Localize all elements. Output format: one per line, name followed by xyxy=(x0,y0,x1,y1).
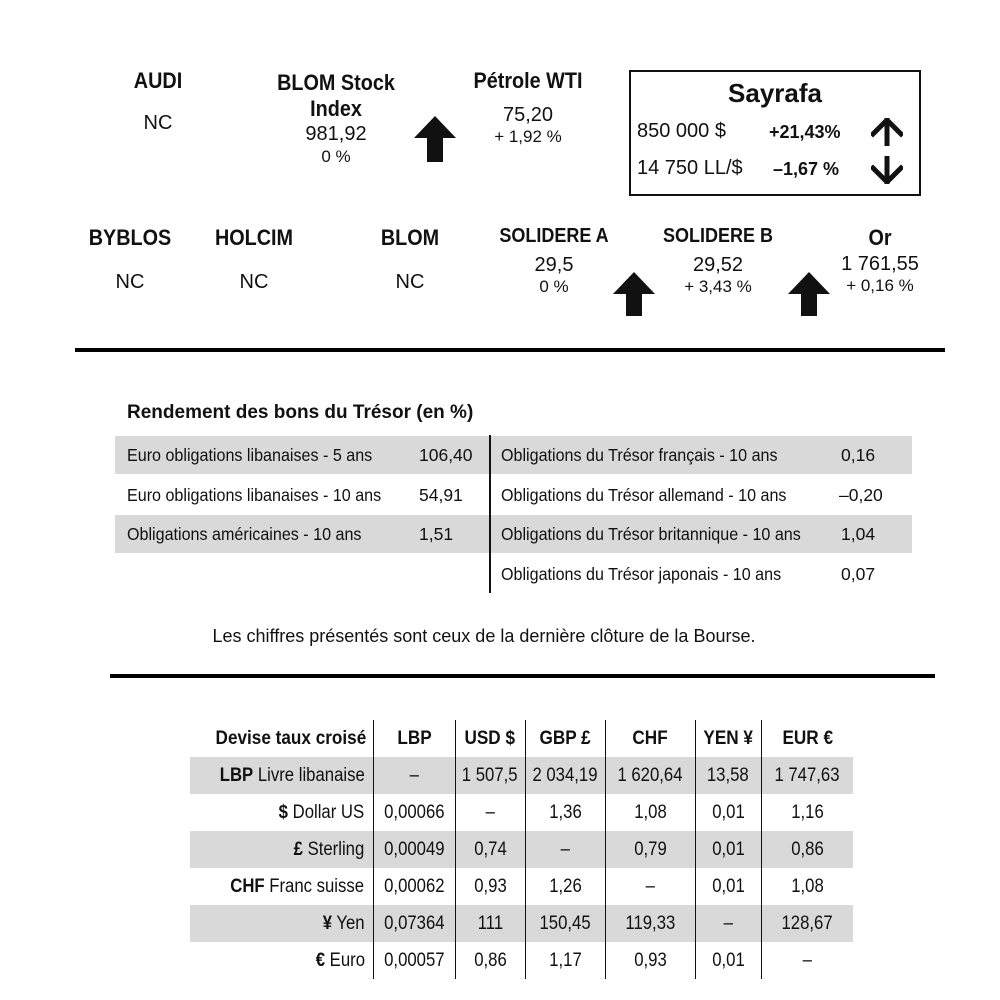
sayrafa-change-lbp: –1,67 % xyxy=(773,159,840,179)
currency-row-chf xyxy=(190,868,853,905)
header-cell: EUR € xyxy=(761,720,853,757)
rate-cell: – xyxy=(373,757,455,794)
currency-label: ¥ Yen xyxy=(190,905,373,942)
treasury-label: Obligations du Trésor français - 10 ans xyxy=(501,445,778,465)
ticker-value: 981,92 xyxy=(305,123,367,145)
rate-cell: 0,00066 xyxy=(373,794,455,831)
treasury-label: Obligations du Trésor japonais - 10 ans xyxy=(501,564,782,584)
currency-label: $ Dollar US xyxy=(278,801,365,823)
currency-header-row xyxy=(190,720,853,757)
ticker-name: Or xyxy=(868,225,892,250)
rate-cell: 1 507,5 xyxy=(455,757,525,794)
rate-cell: 0,01 xyxy=(695,868,761,905)
rate-cell: – xyxy=(605,868,695,905)
rate-cell: 0,93 xyxy=(605,942,695,979)
ticker-change: 0 % xyxy=(321,147,351,166)
treasury-value: 1,04 xyxy=(841,524,876,544)
ticker-value: 29,52 xyxy=(692,254,744,276)
treasury-title: Rendement des bons du Trésor (en %) xyxy=(127,402,474,423)
treasury-value: 54,91 xyxy=(419,485,463,505)
rate-cell: 0,07364 xyxy=(373,905,455,942)
ticker-blom xyxy=(350,225,470,294)
rate-cell: 0,00062 xyxy=(373,868,455,905)
header-cell: Devise taux croisé xyxy=(215,727,367,749)
ticker-holcim xyxy=(194,225,314,294)
ticker-change: + 3,43 % xyxy=(684,277,752,296)
rate-cell: – xyxy=(761,942,853,979)
currency-row-gbp xyxy=(190,831,853,868)
treasury-value: 106,40 xyxy=(419,445,473,465)
rate-cell: 128,67 xyxy=(761,905,853,942)
ticker-name: Pétrole WTI xyxy=(473,68,583,93)
sayrafa-title: Sayrafa xyxy=(728,78,822,108)
ticker-blom-stock-index xyxy=(256,68,416,168)
currency-row-usd xyxy=(190,794,853,831)
treasury-row xyxy=(491,436,912,474)
section-divider xyxy=(75,348,945,352)
header-cell: CHF xyxy=(605,720,695,757)
rate-cell: 1,36 xyxy=(525,794,605,831)
rate-cell: 119,33 xyxy=(605,905,695,942)
rate-cell: 0,00057 xyxy=(373,942,455,979)
rate-cell: – xyxy=(455,794,525,831)
currency-row-eur xyxy=(190,942,853,979)
sayrafa-rate-lbp: 14 750 LL/$ xyxy=(637,157,743,179)
column-divider xyxy=(489,435,491,593)
treasury-label: Euro obligations libanaises - 5 ans xyxy=(127,445,373,465)
ticker-petrole-wti xyxy=(448,68,608,147)
rate-cell: 1 620,64 xyxy=(605,757,695,794)
ticker-change: + 1,92 % xyxy=(494,127,562,146)
section-divider xyxy=(110,674,935,678)
rate-cell: 150,45 xyxy=(525,905,605,942)
ticker-byblos xyxy=(70,225,190,294)
ticker-name: SOLIDERE B xyxy=(662,225,774,247)
ticker-value: 75,20 xyxy=(502,104,554,126)
ticker-value: NC xyxy=(115,271,145,293)
ticker-name: SOLIDERE A xyxy=(499,225,609,247)
ticker-name: AUDI xyxy=(133,68,183,93)
rate-cell: 111 xyxy=(455,905,525,942)
sayrafa-rate-usd: 850 000 $ xyxy=(637,120,726,142)
rate-cell: 0,01 xyxy=(695,831,761,868)
ticker-name-line1: BLOM Stock xyxy=(277,70,395,95)
currency-label: CHF Franc suisse xyxy=(230,875,365,897)
rate-cell: 0,74 xyxy=(455,831,525,868)
rate-cell: 1 747,63 xyxy=(761,757,853,794)
ticker-change: + 0,16 % xyxy=(846,276,914,295)
header-cell: LBP xyxy=(373,720,455,757)
ticker-change: 0 % xyxy=(539,277,569,296)
treasury-row xyxy=(115,476,489,514)
rate-cell: 1,17 xyxy=(525,942,605,979)
header-cell: YEN ¥ xyxy=(695,720,761,757)
ticker-name: BLOM xyxy=(380,225,440,250)
arrow-up-icon xyxy=(871,118,903,146)
treasury-label: Obligations du Trésor allemand - 10 ans xyxy=(501,485,787,505)
ticker-name-line2: Index xyxy=(310,96,362,121)
currency-row-lbp xyxy=(190,757,853,794)
treasury-row xyxy=(491,555,912,593)
rate-cell: 1,08 xyxy=(761,868,853,905)
ticker-or xyxy=(810,225,950,296)
treasury-label: Obligations américaines - 10 ans xyxy=(127,524,362,544)
treasury-value: 0,07 xyxy=(841,564,876,584)
rate-cell: 0,86 xyxy=(455,942,525,979)
sayrafa-change-usd: +21,43% xyxy=(769,122,841,142)
ticker-value: NC xyxy=(143,112,173,134)
ticker-name: BYBLOS xyxy=(88,225,172,250)
ticker-value: NC xyxy=(395,271,425,293)
sayrafa-box xyxy=(629,70,921,196)
rate-cell: 0,01 xyxy=(695,942,761,979)
currency-label: £ Sterling xyxy=(190,831,373,868)
rate-cell: 1,16 xyxy=(761,794,853,831)
treasury-row xyxy=(115,436,489,474)
ticker-value: 29,5 xyxy=(534,254,574,276)
ticker-solidere-b xyxy=(648,225,788,297)
rate-cell: 0,00049 xyxy=(373,831,455,868)
rate-cell: 2 034,19 xyxy=(525,757,605,794)
rate-cell: 0,93 xyxy=(455,868,525,905)
currency-table xyxy=(190,720,853,979)
arrow-down-icon xyxy=(871,156,903,184)
rate-cell: – xyxy=(695,905,761,942)
rate-cell: – xyxy=(525,831,605,868)
currency-label: € Euro xyxy=(315,949,365,971)
rate-cell: 0,79 xyxy=(605,831,695,868)
footnote: Les chiffres présentés sont ceux de la dernière clôture de la Bourse. xyxy=(212,626,756,646)
ticker-value: 1 761,55 xyxy=(841,253,919,275)
rate-cell: 0,01 xyxy=(695,794,761,831)
treasury-label: Obligations du Trésor britannique - 10 ans xyxy=(501,524,801,544)
treasury-row xyxy=(491,476,912,514)
ticker-value: NC xyxy=(239,271,269,293)
treasury-value: 0,16 xyxy=(841,445,876,465)
rate-cell: 1,26 xyxy=(525,868,605,905)
rate-cell: 0,86 xyxy=(761,831,853,868)
ticker-audi xyxy=(98,68,218,135)
treasury-row xyxy=(491,515,912,553)
rate-cell: 1,08 xyxy=(605,794,695,831)
rate-cell: 13,58 xyxy=(695,757,761,794)
currency-row-yen xyxy=(190,905,853,942)
treasury-value: –0,20 xyxy=(839,485,883,505)
ticker-solidere-a xyxy=(484,225,624,297)
treasury-label: Euro obligations libanaises - 10 ans xyxy=(127,485,382,505)
ticker-name: HOLCIM xyxy=(214,225,294,250)
header-cell: GBP £ xyxy=(525,720,605,757)
currency-label: LBP Livre libanaise xyxy=(190,757,373,794)
treasury-value: 1,51 xyxy=(419,524,454,544)
header-cell: USD $ xyxy=(455,720,525,757)
treasury-row xyxy=(115,515,489,553)
